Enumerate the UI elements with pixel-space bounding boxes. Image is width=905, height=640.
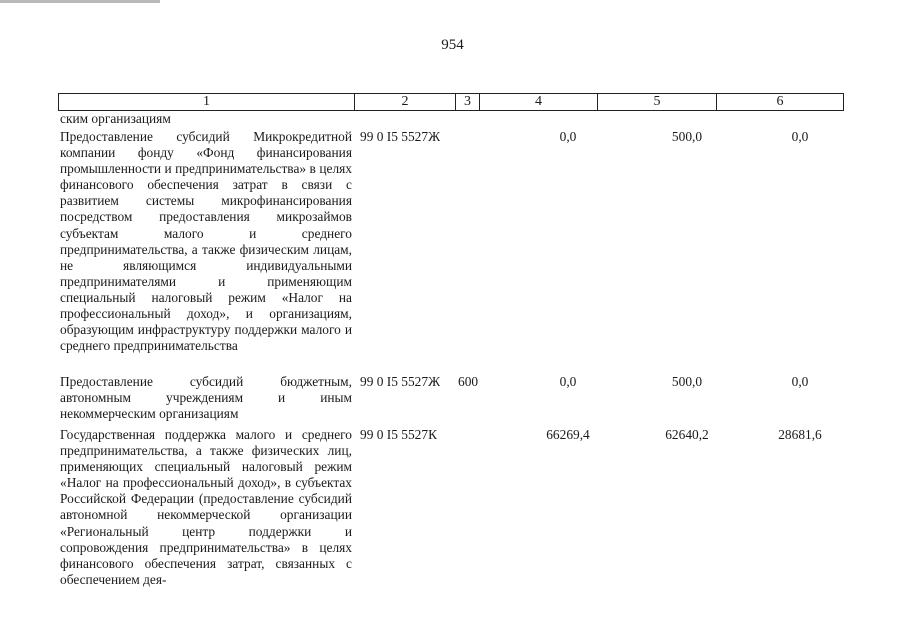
scan-edge-mark (0, 0, 160, 3)
row-value-col5: 500,0 (671, 374, 703, 389)
row-value-col5: 62640,2 (665, 427, 709, 442)
row-description: ским организациям (60, 111, 171, 126)
row-code: 99 0 I5 5527Ж (360, 129, 441, 144)
header-col-3: 3 (456, 94, 480, 110)
row-code: 99 0 I5 5527Ж (360, 374, 441, 389)
header-col-4: 4 (480, 94, 598, 110)
row-value-col5: 500,0 (671, 129, 703, 144)
page-number: 954 (441, 37, 464, 53)
header-col-5: 5 (598, 94, 717, 110)
header-col-1: 1 (59, 94, 355, 110)
header-col-2: 2 (355, 94, 456, 110)
row-value-col4: 66269,4 (546, 427, 590, 442)
row-description: Предоставление субсидий бюджетным, автономным учреждениям и иным некоммерческим организациям (60, 374, 352, 422)
row-description: Государственная поддержка малого и среднего предпринимательства, а также физических лиц, применяющих специальный налоговый режим «Налог на профессиональный доход», в субъектах Российской Федерации (предоставление субсидий автономной некоммерческой организации «Региональный центр поддержки и сопровождения предпринимательства» в целях финансового обеспечения затрат, связанных с обеспечением дея- (60, 427, 352, 587)
table-header (58, 93, 844, 111)
row-value-col6: 0,0 (791, 374, 809, 389)
row-value-col6: 28681,6 (778, 427, 822, 442)
row-code: 99 0 I5 5527К (360, 427, 437, 442)
row-value-col4: 0,0 (559, 129, 577, 144)
header-col-6: 6 (776, 94, 784, 109)
row-vr: 600 (458, 374, 479, 389)
row-value-col6: 0,0 (791, 129, 809, 144)
row-value-col4: 0,0 (559, 374, 577, 389)
row-description: Предоставление субсидий Микрокредитной компании фонду «Фонд финансирования промышленности и предпринимательства» в целях финансового обеспечения затрат в связи с развитием системы микрофинансирования посредством предоставления микрозаймов субъектам малого и среднего предпринимательства, а также физическим лицам, не являющимся индивидуальными предпринимателями и применяющим специальный налоговый режим «Налог на профессиональный доход», и организациям, образующим инфраструктуру поддержки малого и среднего предпринимательства (60, 129, 352, 354)
